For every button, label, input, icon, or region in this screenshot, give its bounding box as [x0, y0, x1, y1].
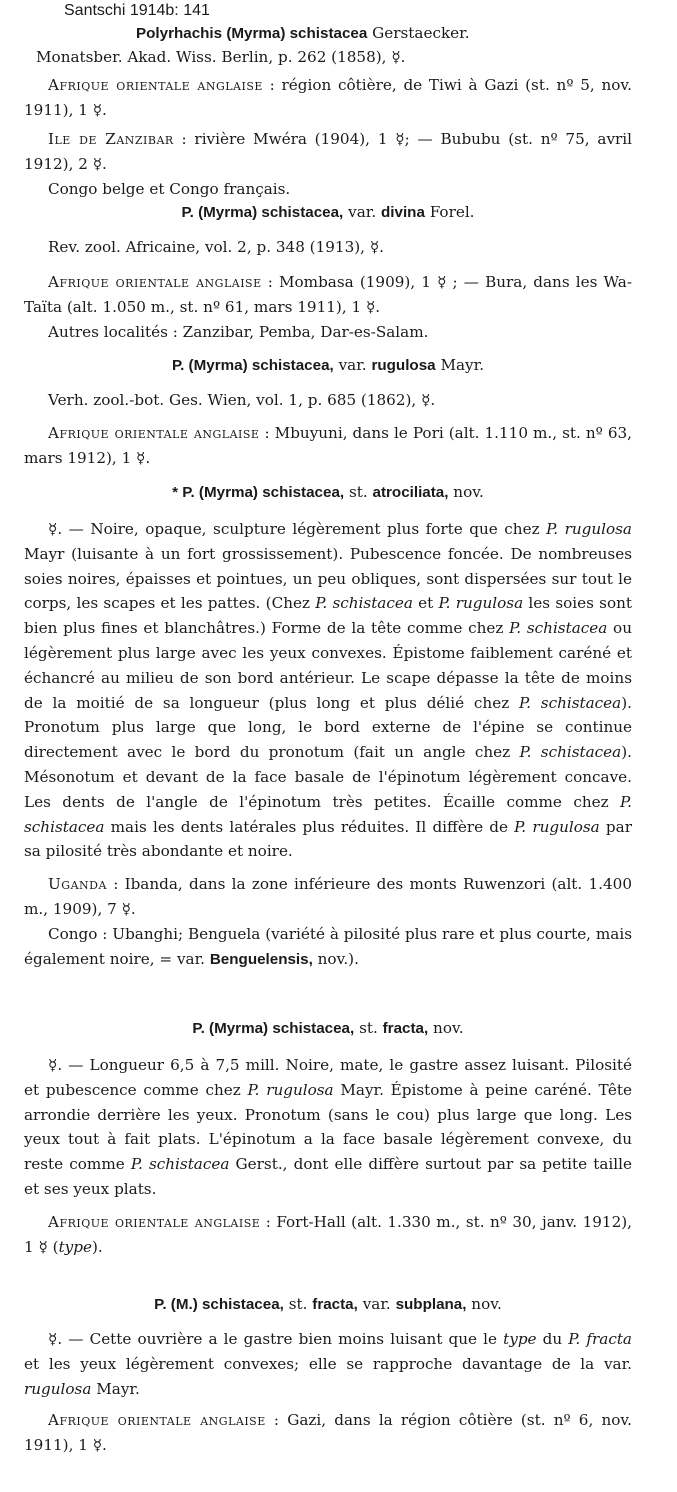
taxon-rank: var.	[362, 1295, 391, 1313]
record	[24, 421, 632, 471]
record-region: Afrique orientale anglaise	[48, 76, 263, 94]
record-region: Afrique orientale anglaise	[48, 1411, 266, 1429]
record-region: Ile de Zanzibar	[48, 130, 174, 148]
species-ref: P. rugulosa	[514, 817, 600, 836]
species-ref: P. rugulosa	[247, 1080, 334, 1099]
record-text: : Fort-Hall (alt. 1.330 m., st. nº 30, janv. 1912), 1 ☿ (	[24, 1212, 632, 1256]
species-ref: P. schistacea	[130, 1155, 230, 1174]
section-atrociliata	[24, 480, 632, 972]
species-ref: P. schistacea	[24, 792, 632, 836]
record-region: Afrique orientale anglaise	[48, 273, 262, 291]
record	[24, 270, 632, 320]
taxon-rank: st.	[359, 1019, 378, 1037]
taxon-epithet: fracta,	[312, 1296, 358, 1313]
section-subplana	[24, 1292, 632, 1458]
section-fracta	[24, 1016, 632, 1260]
species-ref: type	[503, 1330, 537, 1348]
species-ref: P. fracta	[568, 1330, 632, 1348]
section-title	[24, 1016, 632, 1041]
species-ref: P. schistacea	[315, 594, 413, 613]
type-label: type	[58, 1237, 92, 1256]
record-region: Afrique orientale anglaise	[48, 424, 260, 442]
taxon-epithet: atrociliata,	[372, 484, 449, 501]
record-region: Afrique orientale anglaise	[48, 1212, 261, 1231]
page-header: Santschi 1914b: 141	[64, 2, 210, 19]
section-title	[24, 22, 632, 45]
taxon-epithet: fracta,	[382, 1020, 429, 1037]
record-text: : Mbuyuni, dans le Pori (alt. 1.110 m., st. nº 63, mars 1912), 1 ☿.	[24, 424, 632, 467]
taxon-name: P. (M.) schistacea,	[154, 1296, 284, 1313]
taxon-name: Polyrhachis (Myrma) schistacea	[136, 25, 368, 42]
taxon-rank: var.	[348, 203, 377, 221]
section-divina	[24, 200, 632, 345]
taxon-author: nov.	[433, 1019, 464, 1037]
description: ☿. — Noire, opaque, sculpture légèrement plus forte que chez P. rugulosa Mayr (luisante à un fort grossissement). Pubescence foncée. De nombreuses soies noires, épaisses et pointues, un peu obliques, sont dispersées sur tout le corps, les scapes et les pattes. (Chez P. schistacea et P. rugulosa les soies sont bien plus fines et blanchâtres.) Forme de la tête comme chez P. schistacea ou légèrement plus large avec les yeux convexes. Épistome faiblement caréné et échancré au milieu de son bord antérieur. Le scape dépasse la tête de moins de la moitié de sa longueur (plus long et plus délié chez P. schistacea). Pronotum plus large que long, le bord externe de l'épine se continue directement avec le bord du pronotum (fait un angle chez P. schistacea). Mésonotum et devant de la face basale de l'épinotum légèrement concave. Les dents de l'angle de l'épinotum très petites. Écaille comme chez P. schistacea mais les dents latérales plus réduites. Il diffère de P. rugulosa par sa pilosité très abondante et noire.	[24, 520, 632, 861]
taxon-author: Forel.	[429, 203, 475, 221]
taxon-rank: st.	[348, 483, 368, 501]
record	[24, 1408, 632, 1458]
record-text: : Gazi, dans la région côtière (st. nº 6, nov. 1911), 1 ☿.	[24, 1411, 633, 1454]
reference: Rev. zool. Africaine, vol. 2, p. 348 (1913), ☿.	[48, 238, 384, 256]
taxon-name: * P. (Myrma) schistacea,	[172, 484, 345, 501]
taxon-name: P. (Myrma) schistacea,	[171, 357, 334, 374]
record-text: : région côtière, de Tiwi à Gazi (st. nº 5, nov. 1911), 1 ☿.	[24, 76, 632, 119]
record-region: Uganda	[48, 875, 107, 894]
record	[24, 127, 632, 177]
species-ref: P. schistacea	[519, 743, 622, 762]
taxon-epithet: rugulosa	[371, 357, 436, 374]
extra-note: Autres localités : Zanzibar, Pemba, Dar-es-Salam.	[48, 323, 429, 341]
record-text: : Ibanda, dans la zone inférieure des monts Ruwenzori (alt. 1.400 m., 1909), 7 ☿.	[24, 875, 632, 919]
species-ref: P. rugulosa	[546, 520, 632, 538]
taxon-name: P. (Myrma) schistacea,	[181, 204, 344, 221]
taxon-name: P. (Myrma) schistacea,	[192, 1020, 355, 1037]
reference: Verh. zool.-bot. Ges. Wien, vol. 1, p. 685 (1862), ☿.	[48, 391, 436, 409]
record	[24, 872, 632, 922]
section-rugulosa	[24, 353, 632, 471]
species-ref: rugulosa	[24, 1380, 92, 1398]
description: ☿. — Cette ouvrière a le gastre bien moins luisant que le type du P. fracta et les yeux légèrement convexes; elle se rapproche davantage de la var. rugulosa Mayr.	[24, 1330, 632, 1398]
taxon-author: Mayr.	[440, 356, 485, 374]
section-title	[24, 1292, 632, 1317]
description: ☿. — Longueur 6,5 à 7,5 mill. Noire, mate, le gastre assez luisant. Pilosité et pubescence comme chez P. rugulosa Mayr. Épistome à peine caréné. Tête arrondie derrière les yeux. Pronotum (sans le cou) plus large que long. Les yeux tout à fait plats. L'épinotum a la face basale légèrement convexe, du reste comme P. schistacea Gerst., dont elle diffère surtout par sa petite taille et ses yeux plats.	[24, 1056, 632, 1198]
congo-note: Congo : Ubanghi; Benguela (variété à pilosité plus rare et plus courte, mais également noire, = var. Benguelensis, nov.).	[24, 925, 632, 969]
taxon-author: nov.	[471, 1295, 502, 1313]
species-ref: P. schistacea	[519, 693, 622, 712]
variety-name: Benguelensis,	[209, 951, 313, 969]
record-text: : Mombasa (1909), 1 ☿ ; — Bura, dans les Wa-Taïta (alt. 1.050 m., st. nº 61, mars 1911), 1 ☿.	[24, 273, 632, 316]
record: Afrique orientale anglaise : Fort-Hall (alt. 1.330 m., st. nº 30, janv. 1912), 1 ☿ (type).	[24, 1212, 632, 1256]
section-title	[24, 200, 632, 225]
section-schistacea	[24, 22, 632, 202]
taxon-author: nov.	[453, 483, 484, 501]
extra-note: Congo belge et Congo français.	[48, 180, 291, 198]
taxon-epithet: subplana,	[395, 1296, 467, 1313]
reference: Monatsber. Akad. Wiss. Berlin, p. 262 (1858), ☿.	[36, 48, 406, 66]
species-ref: P. schistacea	[509, 619, 608, 638]
taxon-author: Gerstaecker.	[372, 24, 470, 42]
taxon-epithet: divina	[381, 204, 425, 221]
taxon-rank: st.	[288, 1295, 308, 1313]
record	[24, 73, 632, 123]
section-title	[24, 480, 632, 505]
record-text: : rivière Mwéra (1904), 1 ☿; — Bububu (st. nº 75, avril 1912), 2 ☿.	[24, 130, 632, 173]
taxon-rank: var.	[338, 356, 367, 374]
section-title	[24, 353, 632, 378]
species-ref: P. rugulosa	[438, 594, 524, 613]
